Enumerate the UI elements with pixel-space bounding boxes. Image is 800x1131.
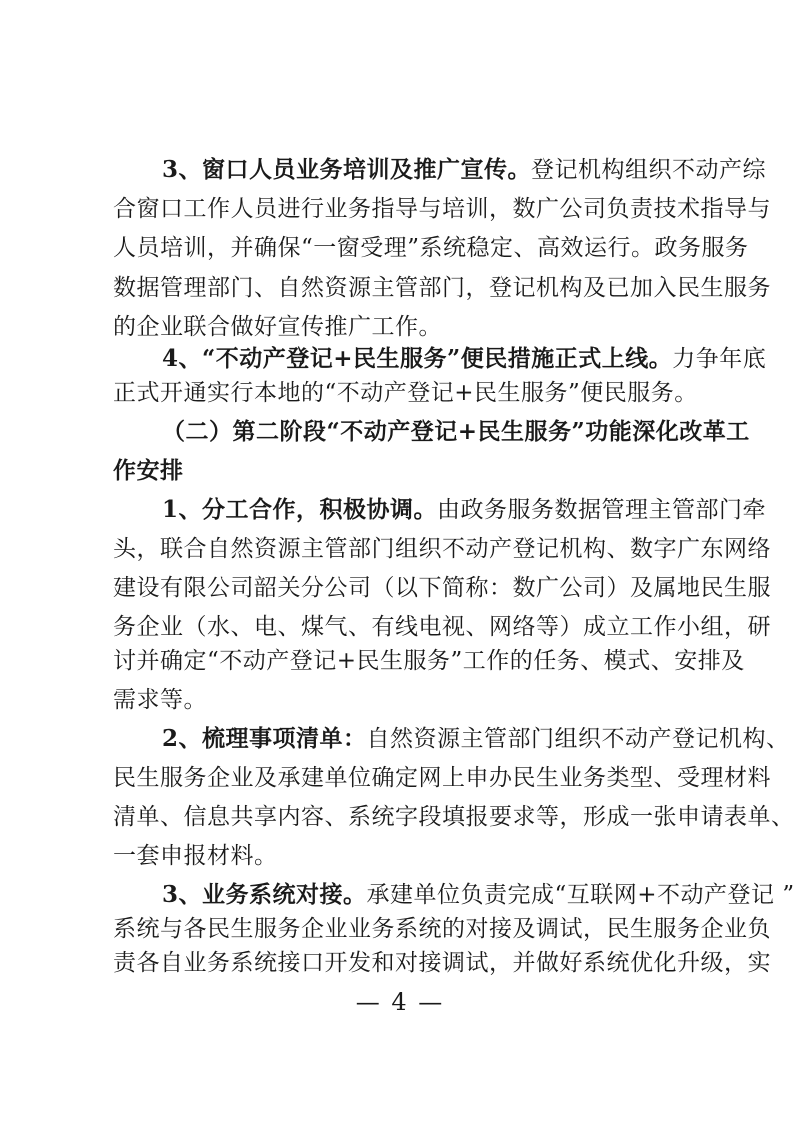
paragraph-heading: 1、分工合作，积极协调。 (162, 496, 438, 523)
paragraph-line: 数据管理部门、自然资源主管部门，登记机构及已加入民生服务 (113, 275, 771, 301)
paragraph-line: 一套申报材料。 (113, 843, 278, 869)
paragraph-heading: 3、业务系统对接。 (162, 881, 367, 908)
paragraph-line (162, 723, 790, 755)
paragraph-text: 自然资源主管部门组织不动产登记机构、 (366, 726, 790, 752)
paragraph-heading: 3、窗口人员业务培训及推广宣传。 (162, 156, 532, 183)
paragraph-line: 人员培训，并确保“一窗受理”系统稳定、高效运行。政务服务 (113, 235, 749, 261)
section-heading-continued: 作安排 (113, 457, 184, 484)
paragraph-line (162, 154, 767, 186)
paragraph-line: 合窗口工作人员进行业务指导与培训，数广公司负责技术指导与 (113, 196, 771, 222)
paragraph-text: 承建单位负责完成“互联网+不动产登记 ” (366, 882, 795, 908)
paragraph-line (162, 494, 767, 526)
paragraph-heading: 2、梳理事项清单： (162, 725, 367, 752)
paragraph-line: 讨并确定“不动产登记+民生服务”工作的任务、模式、安排及 (113, 648, 745, 674)
paragraph-line: 系统与各民生服务企业业务系统的对接及调试，民生服务企业负 (113, 916, 771, 942)
paragraph-line: 需求等。 (113, 687, 207, 713)
section-heading: （二）第二阶段“不动产登记+民生服务”功能深化改革工 (162, 418, 750, 445)
paragraph-text: 力争年底 (672, 346, 767, 372)
paragraph-line: 正式开通实行本地的“不动产登记+民生服务”便民服务。 (113, 380, 698, 406)
paragraph-line: 责各自业务系统接口开发和对接调试，并做好系统优化升级，实 (113, 950, 771, 976)
paragraph-line: 建设有限公司韶关分公司（以下简称：数广公司）及属地民生服 (113, 575, 771, 601)
paragraph-text: 登记机构组织不动产综 (531, 157, 767, 183)
paragraph-text: 由政务服务数据管理主管部门牵 (437, 497, 767, 523)
paragraph-heading: 4、“不动产登记+民生服务”便民措施正式上线。 (162, 345, 673, 372)
paragraph-line: 民生服务企业及承建单位确定网上申办民生业务类型、受理材料 (113, 765, 771, 791)
paragraph-line (162, 879, 795, 911)
paragraph-line: 头，联合自然资源主管部门组织不动产登记机构、数字广东网络 (113, 536, 771, 562)
page-number: — 4 — (355, 988, 445, 1016)
paragraph-line: 务企业（水、电、煤气、有线电视、网络等）成立工作小组，研 (113, 614, 771, 640)
paragraph-line (162, 343, 767, 375)
paragraph-line: 清单、信息共享内容、系统字段填报要求等，形成一张申请表单、 (113, 804, 795, 830)
paragraph-line: 的企业联合做好宣传推广工作。 (113, 314, 442, 340)
